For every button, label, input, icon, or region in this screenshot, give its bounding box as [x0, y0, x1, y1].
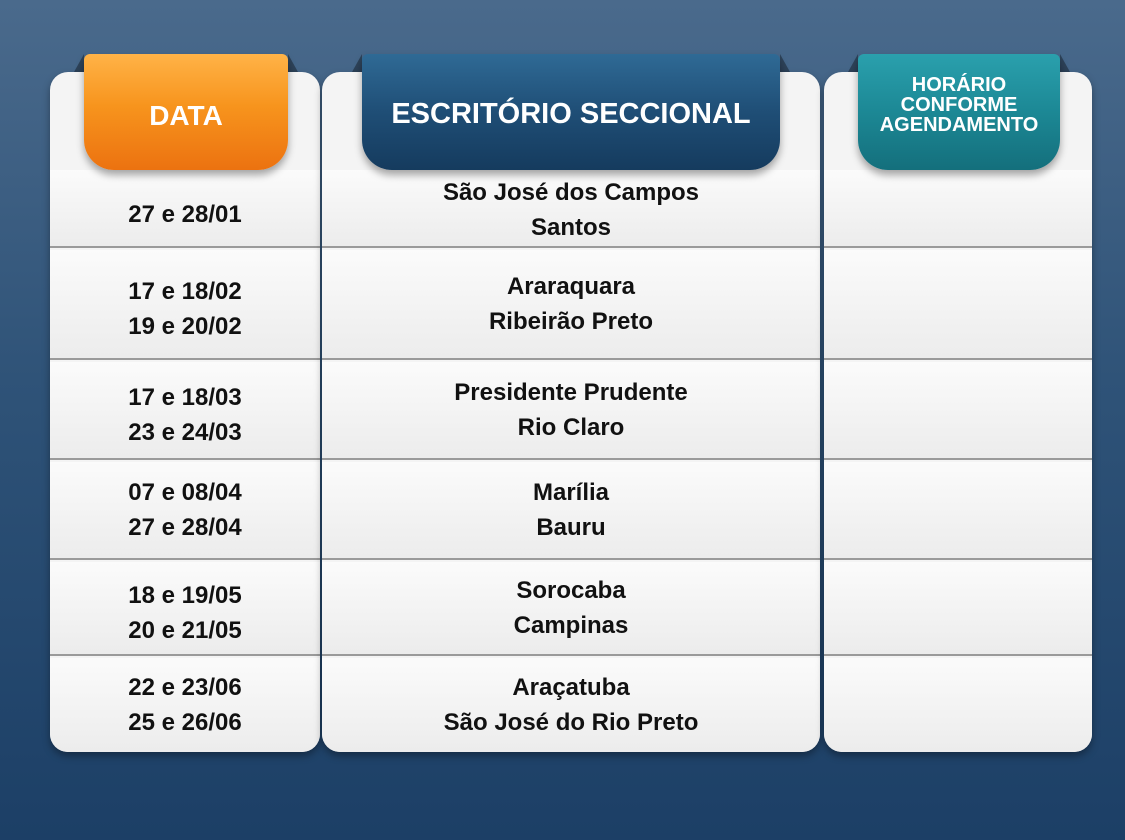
time-cell-3 [824, 362, 1092, 460]
date-line: 20 e 21/05 [128, 617, 242, 644]
date-line: 22 e 23/06 [128, 674, 242, 701]
date-cell-6 [50, 658, 320, 752]
office-cell-5 [322, 562, 820, 656]
time-cell-1 [824, 170, 1092, 248]
date-line: 23 e 24/03 [128, 419, 242, 446]
date-line: 17 e 18/02 [128, 278, 242, 305]
time-header: HORÁRIO CONFORME AGENDAMENTO [858, 54, 1060, 170]
date-column [50, 72, 320, 752]
date-cell-3 [50, 362, 320, 460]
office-line: Santos [530, 214, 611, 241]
office-line: Araraquara [506, 273, 636, 300]
office-line: Bauru [536, 514, 606, 541]
time-tab-fold [1060, 54, 1070, 72]
office-tab-fold [352, 54, 362, 72]
time-cell-5 [824, 562, 1092, 656]
date-cell-2 [50, 250, 320, 360]
office-header: ESCRITÓRIO SECCIONAL [362, 54, 780, 170]
date-line: 27 e 28/04 [128, 514, 242, 541]
office-line: Ribeirão Preto [488, 308, 654, 335]
time-cell-2 [824, 250, 1092, 360]
office-line: Marília [532, 479, 610, 506]
time-column [824, 72, 1092, 752]
office-cell-6 [322, 658, 820, 752]
office-line: Sorocaba [516, 577, 626, 604]
time-tab-fold [848, 54, 858, 72]
date-tab-fold [288, 54, 298, 72]
office-tab-fold [780, 54, 790, 72]
date-line: 19 e 20/02 [128, 313, 242, 340]
date-line: 17 e 18/03 [128, 384, 242, 411]
office-line: Campinas [513, 612, 629, 639]
date-line: 18 e 19/05 [128, 582, 242, 609]
office-line: Rio Claro [517, 414, 625, 441]
date-tab-fold [74, 54, 84, 72]
office-cell-2 [322, 250, 820, 360]
office-line: São José do Rio Preto [443, 709, 699, 736]
date-cell-4 [50, 462, 320, 560]
office-line: Araçatuba [512, 674, 630, 701]
office-column [322, 72, 820, 752]
date-line: 07 e 08/04 [128, 479, 242, 506]
office-cell-4 [322, 462, 820, 560]
time-cell-6 [824, 658, 1092, 752]
office-line: São José dos Campos [442, 179, 700, 206]
date-line: 25 e 26/06 [128, 709, 242, 736]
office-cell-1 [322, 170, 820, 248]
date-cell-1 [50, 170, 320, 248]
office-cell-3 [322, 362, 820, 460]
date-line: 27 e 28/01 [128, 201, 242, 228]
office-line: Presidente Prudente [454, 379, 688, 406]
date-cell-5 [50, 562, 320, 656]
time-cell-4 [824, 462, 1092, 560]
date-header: DATA [84, 54, 288, 170]
